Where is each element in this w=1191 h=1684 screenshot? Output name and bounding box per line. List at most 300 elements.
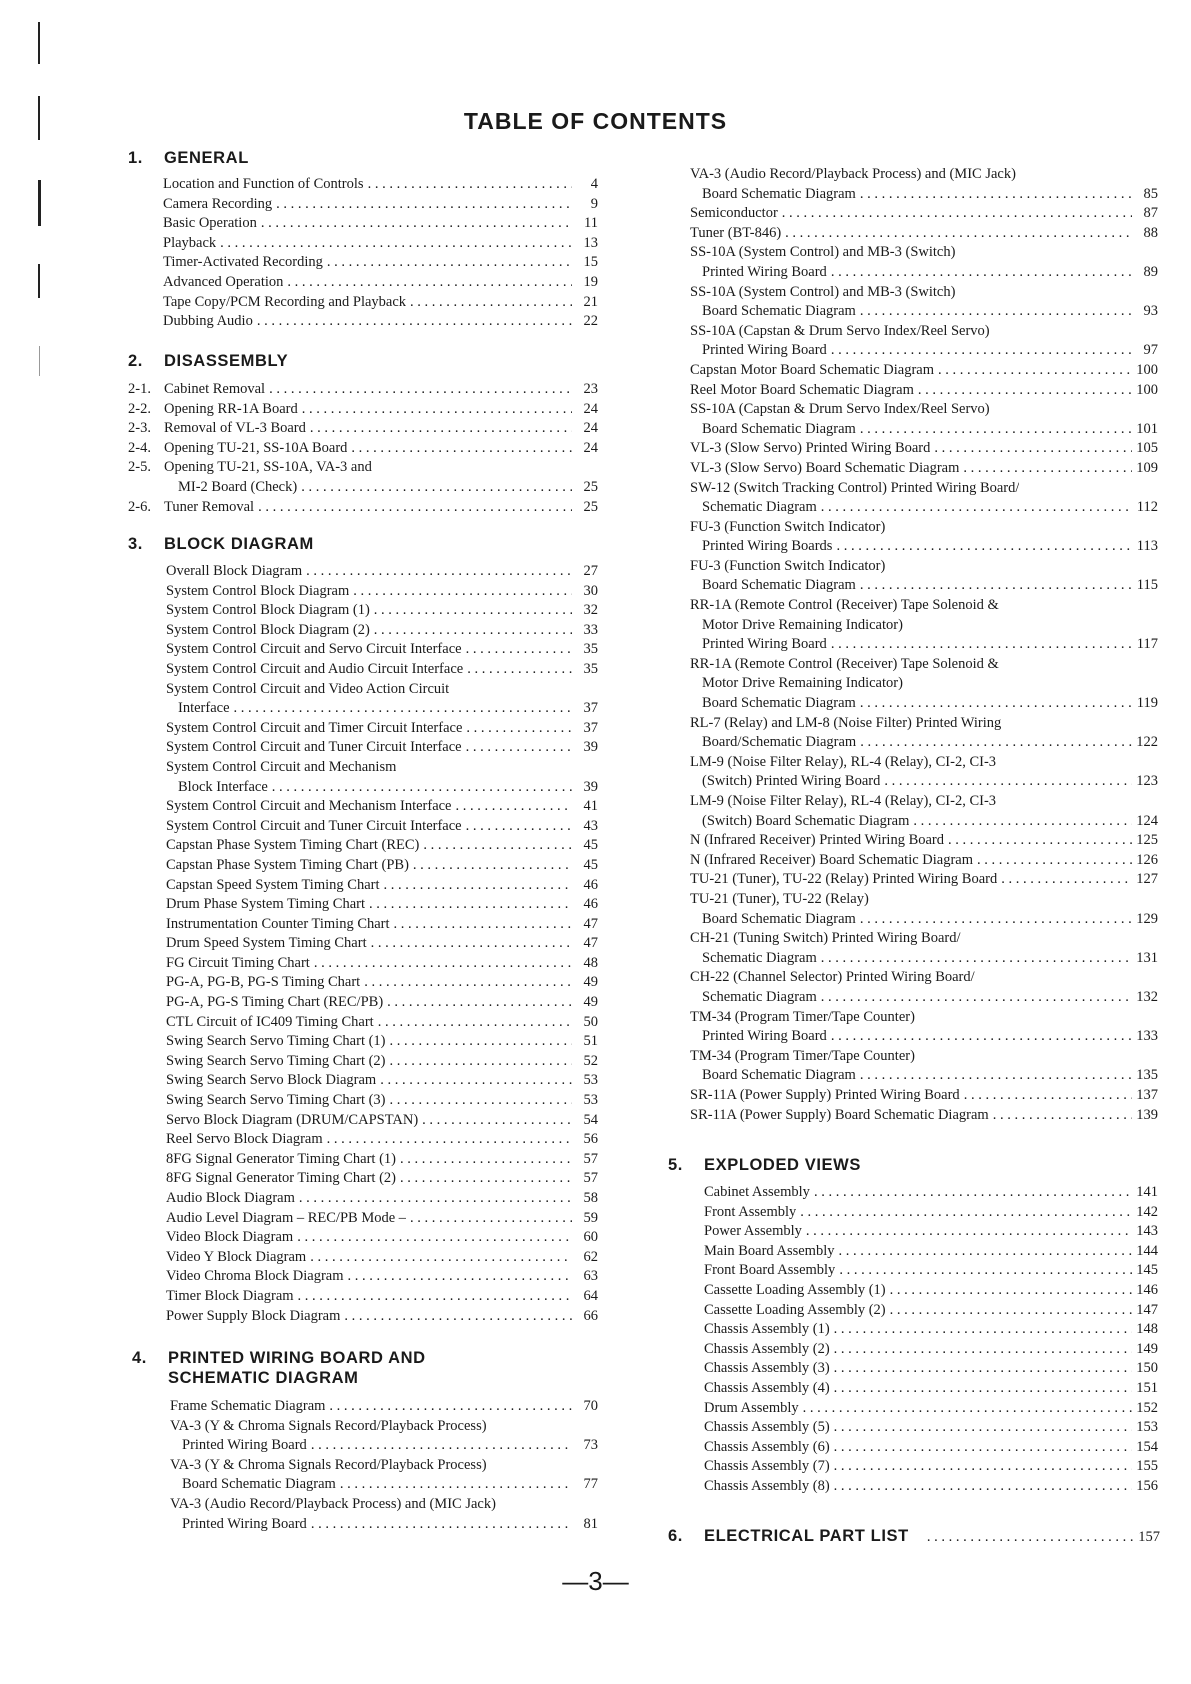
page-number: 47 (583, 915, 598, 932)
entry-title: Swing Search Servo Block Diagram (166, 1072, 377, 1089)
dot-leader (368, 175, 572, 195)
dot-leader (351, 439, 572, 459)
entry-title: 8FG Signal Generator Timing Chart (2) (166, 1170, 396, 1187)
page-number: 101 (1136, 420, 1158, 437)
page-number: 54 (583, 1111, 598, 1128)
page-number: 148 (1136, 1321, 1158, 1338)
toc-entry (170, 1495, 598, 1515)
dot-leader (344, 1307, 572, 1327)
toc-entry (166, 1267, 598, 1287)
pwb-continued-entries (690, 165, 1158, 1125)
toc-entry (704, 1183, 1158, 1203)
toc-entry (690, 518, 1158, 538)
dot-leader (890, 1281, 1132, 1301)
toc-entry (166, 1091, 598, 1111)
toc-entry (690, 302, 1158, 322)
entry-title: Reel Servo Block Diagram (166, 1131, 323, 1148)
toc-entry (690, 1047, 1158, 1067)
dot-leader (839, 1261, 1132, 1281)
page-number: 126 (1136, 851, 1158, 868)
entry-title: Capstan Phase System Timing Chart (REC) (166, 837, 420, 854)
page-number: 124 (1136, 812, 1158, 829)
entry-title: Chassis Assembly (2) (704, 1340, 830, 1357)
page-number: 143 (1136, 1223, 1158, 1240)
page-number: 53 (583, 1072, 598, 1089)
toc-entry (704, 1203, 1158, 1223)
page-footer: —3— (562, 1566, 629, 1596)
toc-entry (166, 758, 598, 778)
toc-entry (690, 185, 1158, 205)
toc-entry (166, 1209, 598, 1229)
page-number: 115 (1136, 577, 1158, 594)
entry-title: RR-1A (Remote Control (Receiver) Tape Solenoid & (690, 655, 999, 672)
page-number: 64 (583, 1287, 598, 1304)
toc-entry (128, 380, 598, 400)
entry-title: Location and Function of Controls (163, 176, 364, 192)
dot-leader (834, 1418, 1132, 1438)
page-number: 157 (1138, 1529, 1160, 1545)
entry-title: Board Schematic Diagram (702, 420, 856, 437)
toc-entry (704, 1359, 1158, 1379)
entry-title: LM-9 (Noise Filter Relay), RL-4 (Relay), CI-2, CI-3 (690, 753, 997, 770)
dot-leader (785, 224, 1132, 244)
page-number: 135 (1136, 1067, 1158, 1084)
dot-leader (423, 836, 572, 856)
toc-entry (166, 640, 598, 660)
page-number: 22 (583, 313, 598, 330)
page-number: 9 (590, 195, 598, 212)
toc-entry (128, 498, 598, 518)
toc-entry (166, 1228, 598, 1248)
entry-title: Drum Speed System Timing Chart (166, 935, 367, 952)
page-number: 32 (583, 602, 598, 619)
toc-entry (166, 1150, 598, 1170)
dot-leader (340, 1475, 572, 1495)
toc-entry (163, 234, 598, 254)
toc-entry (690, 1086, 1158, 1106)
toc-entry (166, 1052, 598, 1072)
disassembly-entries (128, 380, 598, 517)
entry-title: RR-1A (Remote Control (Receiver) Tape Solenoid & (690, 597, 999, 614)
scan-mark (38, 22, 40, 64)
toc-entry (166, 778, 598, 798)
dot-leader (831, 1027, 1132, 1047)
toc-entry (166, 660, 598, 680)
page-number: 105 (1136, 440, 1158, 457)
toc-entry (690, 224, 1158, 244)
toc-entry (170, 1515, 598, 1535)
section-number: 2. (128, 352, 143, 370)
toc-entry (690, 792, 1158, 812)
entry-title: System Control Block Diagram (2) (166, 621, 370, 638)
page-number: 129 (1136, 910, 1158, 927)
entry-title: Camera Recording (163, 195, 273, 212)
dot-leader (806, 1222, 1132, 1242)
dot-leader (410, 293, 572, 313)
toc-entry (170, 1475, 598, 1495)
toc-entry (170, 1456, 598, 1476)
scan-mark (39, 346, 40, 376)
page-number: 152 (1136, 1399, 1158, 1416)
entry-title: Tape Copy/PCM Recording and Playback (163, 293, 407, 310)
entry-title: (Switch) Board Schematic Diagram (702, 812, 910, 829)
toc-entry (690, 537, 1158, 557)
page-number: 150 (1136, 1360, 1158, 1377)
toc-entry (704, 1301, 1158, 1321)
dot-leader (860, 694, 1132, 714)
toc-entry (704, 1438, 1158, 1458)
toc-entry (690, 420, 1158, 440)
page-number: 70 (583, 1398, 598, 1414)
page-number: 125 (1136, 832, 1158, 849)
dot-leader (466, 719, 572, 739)
toc-entry (166, 954, 598, 974)
dot-leader (287, 273, 572, 293)
entry-title: Basic Operation (163, 215, 257, 232)
dot-leader (298, 1287, 572, 1307)
dot-leader (890, 1301, 1132, 1321)
entry-title: CH-21 (Tuning Switch) Printed Wiring Board/ (690, 930, 961, 947)
toc-entry (170, 1417, 598, 1437)
page-number: 93 (1143, 303, 1158, 320)
page-number: 25 (583, 478, 598, 495)
entry-title: Capstan Motor Board Schematic Diagram (690, 361, 935, 378)
toc-entry (166, 1169, 598, 1189)
entry-title: FU-3 (Function Switch Indicator) (690, 557, 886, 574)
entry-title: Printed Wiring Boards (702, 538, 833, 555)
dot-leader (834, 1359, 1132, 1379)
dot-leader (938, 361, 1132, 381)
entry-title: N (Infrared Receiver) Printed Wiring Board (690, 832, 945, 849)
dot-leader (297, 1228, 572, 1248)
toc-entry (166, 934, 598, 954)
toc-entry (704, 1477, 1158, 1497)
toc-entry (690, 753, 1158, 773)
scan-mark (38, 264, 40, 298)
dot-leader (913, 812, 1132, 832)
toc-entry (166, 856, 598, 876)
entry-title: System Control Circuit and Timer Circuit Interface (166, 719, 463, 736)
page-number: 73 (583, 1437, 598, 1454)
entry-title: 8FG Signal Generator Timing Chart (1) (166, 1150, 396, 1167)
entry-title: PG-A, PG-B, PG-S Timing Chart (166, 974, 361, 991)
page-number: 39 (583, 778, 598, 795)
dot-leader (834, 1320, 1132, 1340)
dot-leader (466, 738, 572, 758)
dot-leader (327, 1130, 572, 1150)
dot-leader (803, 1399, 1132, 1419)
entry-title: Printed Wiring Board (702, 636, 827, 653)
entry-title: Interface (178, 700, 230, 717)
entry-title: Swing Search Servo Timing Chart (3) (166, 1092, 386, 1109)
page-number: 15 (583, 254, 598, 271)
toc-entry (690, 361, 1158, 381)
entry-number: 2-6. (128, 498, 151, 515)
page-number: 48 (583, 954, 598, 971)
page-number: 53 (583, 1092, 598, 1109)
toc-entry (690, 988, 1158, 1008)
entry-title: SR-11A (Power Supply) Board Schematic Diagram (690, 1106, 989, 1123)
entry-title: Board Schematic Diagram (702, 695, 856, 712)
page-number: 147 (1136, 1301, 1158, 1318)
dot-leader (276, 195, 572, 215)
toc-entry (163, 293, 598, 313)
entry-title: Opening RR-1A Board (164, 400, 298, 417)
page-number: 39 (583, 739, 598, 756)
entry-title: Board Schematic Diagram (702, 1067, 856, 1084)
dot-leader (831, 635, 1132, 655)
page-number: 11 (584, 215, 598, 232)
dot-leader (821, 949, 1132, 969)
page-number: 58 (583, 1190, 598, 1206)
entry-title: Drum Assembly (704, 1399, 799, 1416)
dot-leader (384, 876, 573, 896)
page-number: 113 (1136, 538, 1158, 555)
dot-leader (860, 576, 1132, 596)
entry-title: VA-3 (Y & Chroma Signals Record/Playback Process) (170, 1417, 487, 1434)
entry-title: System Control Block Diagram (1) (166, 602, 370, 619)
page-number: 27 (583, 563, 598, 579)
toc-entry (704, 1222, 1158, 1242)
toc-entry (166, 915, 598, 935)
entry-title: SR-11A (Power Supply) Printed Wiring Board (690, 1086, 960, 1103)
entry-title: Swing Search Servo Timing Chart (2) (166, 1052, 386, 1069)
dot-leader (310, 419, 572, 439)
entry-title: SS-10A (System Control) and MB-3 (Switch) (690, 244, 956, 261)
entry-title: Servo Block Diagram (DRUM/CAPSTAN) (166, 1111, 419, 1128)
dot-leader (466, 640, 572, 660)
toc-entry (690, 949, 1158, 969)
page-number: 119 (1136, 695, 1158, 712)
toc-entry (690, 1008, 1158, 1028)
page-number: 30 (583, 582, 598, 599)
toc-entry (128, 400, 598, 420)
section-title: DISASSEMBLY (164, 352, 289, 370)
toc-entry (166, 719, 598, 739)
toc-entry (690, 910, 1158, 930)
entry-title: Timer-Activated Recording (163, 254, 323, 271)
toc-entry (704, 1320, 1158, 1340)
entry-number: 2-5. (128, 459, 151, 476)
toc-entry (690, 812, 1158, 832)
toc-entry (166, 895, 598, 915)
entry-title: RL-7 (Relay) and LM-8 (Noise Filter) Printed Wiring (690, 714, 1002, 731)
dot-leader (311, 1515, 572, 1535)
toc-entry (166, 1130, 598, 1150)
section-heading-electrical (668, 1527, 1160, 1546)
page-number: 50 (583, 1013, 598, 1030)
page-number: 63 (583, 1268, 598, 1285)
dot-leader (348, 1267, 572, 1287)
dot-leader (467, 660, 572, 680)
entry-title: Main Board Assembly (704, 1242, 835, 1259)
page-number: 46 (583, 896, 598, 913)
toc-entry (166, 1013, 598, 1033)
section-title-line1: PRINTED WIRING BOARD AND (168, 1349, 426, 1367)
section-title: ELECTRICAL PART LIST (704, 1527, 909, 1545)
entry-title: System Control Circuit and Audio Circuit Interface (166, 660, 464, 677)
dot-leader (327, 253, 572, 273)
page-number: 4 (590, 176, 598, 192)
toc-entry (690, 1027, 1158, 1047)
section-heading-general (128, 148, 598, 168)
dot-leader (831, 263, 1132, 283)
toc-entry (690, 479, 1158, 499)
entry-title: FU-3 (Function Switch Indicator) (690, 518, 886, 535)
page-number: 13 (583, 234, 598, 251)
dot-leader (963, 459, 1132, 479)
page-number: 122 (1136, 734, 1158, 751)
entry-title: Cabinet Removal (164, 381, 266, 397)
dot-leader (977, 851, 1132, 871)
toc-entry (704, 1399, 1158, 1419)
page-number: 33 (583, 621, 598, 638)
dot-leader (314, 954, 572, 974)
entry-title: Board Schematic Diagram (702, 577, 856, 594)
section-title: EXPLODED VIEWS (704, 1156, 861, 1174)
toc-entry (690, 459, 1158, 479)
dot-leader (821, 498, 1132, 518)
toc-entry (163, 253, 598, 273)
toc-entry (690, 596, 1158, 616)
toc-entry (690, 283, 1158, 303)
entry-title: Advanced Operation (163, 273, 284, 290)
page-number: 149 (1136, 1340, 1158, 1357)
dot-leader (261, 214, 572, 234)
page-number: 153 (1136, 1419, 1158, 1436)
toc-entry (704, 1379, 1158, 1399)
toc-entry (690, 341, 1158, 361)
toc-entry (166, 797, 598, 817)
entry-title: Chassis Assembly (5) (704, 1419, 830, 1436)
page-number: 81 (583, 1515, 598, 1532)
entry-title: MI-2 Board (Check) (178, 478, 298, 495)
entry-title: VL-3 (Slow Servo) Printed Wiring Board (690, 440, 931, 457)
entry-title: SS-10A (Capstan & Drum Servo Index/Reel Servo) (690, 401, 990, 418)
toc-entry (166, 582, 598, 602)
page-number: 57 (583, 1170, 598, 1187)
page-number: 60 (583, 1229, 598, 1246)
dot-leader (821, 988, 1132, 1008)
entry-title: Printed Wiring Board (702, 1028, 827, 1045)
page-number: 142 (1136, 1203, 1158, 1220)
toc-entry (166, 817, 598, 837)
page-number: 41 (583, 798, 598, 815)
toc-entry (690, 694, 1158, 714)
page-number: 151 (1136, 1379, 1158, 1396)
entry-title: Printed Wiring Board (182, 1437, 307, 1454)
dot-leader (831, 341, 1132, 361)
dot-leader (378, 1013, 572, 1033)
entry-title: Motor Drive Remaining Indicator) (702, 675, 903, 692)
dot-leader (834, 1438, 1132, 1458)
entry-title: Reel Motor Board Schematic Diagram (690, 381, 914, 398)
toc-entry (690, 498, 1158, 518)
dot-leader (834, 1340, 1132, 1360)
page-number: 155 (1136, 1458, 1158, 1475)
toc-entry (166, 1307, 598, 1327)
entry-title: Video Chroma Block Diagram (166, 1268, 344, 1285)
entry-title: System Control Circuit and Mechanism (166, 758, 397, 775)
page-number: 87 (1143, 205, 1158, 222)
entry-title: FG Circuit Timing Chart (166, 954, 310, 971)
entry-title: SS-10A (System Control) and MB-3 (Switch) (690, 283, 956, 300)
dot-leader (371, 934, 572, 954)
section-heading-block (128, 534, 598, 554)
section-heading-pwb (132, 1348, 598, 1388)
page-number: 77 (583, 1476, 598, 1493)
dot-leader (380, 1071, 572, 1091)
entry-title: Cassette Loading Assembly (1) (704, 1281, 886, 1298)
dot-leader (918, 381, 1132, 401)
page-number: 127 (1136, 871, 1158, 888)
entry-title: Capstan Phase System Timing Chart (PB) (166, 856, 409, 873)
entry-title: Printed Wiring Board (182, 1515, 307, 1532)
dot-leader (860, 185, 1132, 205)
entry-title: Chassis Assembly (3) (704, 1360, 830, 1377)
toc-entry (690, 968, 1158, 988)
toc-entry (704, 1418, 1158, 1438)
dot-leader (299, 1189, 572, 1209)
entry-title: System Control Circuit and Mechanism Interface (166, 798, 452, 815)
toc-entry (690, 322, 1158, 342)
toc-entry (690, 243, 1158, 263)
page-number: 23 (583, 381, 598, 397)
toc-entry (690, 1106, 1158, 1126)
section-number: 4. (132, 1349, 147, 1367)
entry-title: Overall Block Diagram (166, 563, 303, 579)
entry-title: Power Supply Block Diagram (166, 1307, 341, 1324)
toc-entry (166, 836, 598, 856)
entry-title: System Control Circuit and Video Action Circuit (166, 680, 450, 697)
page-number: 133 (1136, 1028, 1158, 1045)
page-number: 89 (1143, 263, 1158, 280)
toc-entry (690, 1066, 1158, 1086)
page-number: 59 (583, 1209, 598, 1226)
page-number: 35 (583, 641, 598, 658)
page-number: 131 (1136, 949, 1158, 966)
dot-leader (410, 1209, 572, 1229)
page-number: 45 (583, 856, 598, 873)
entry-title: System Control Circuit and Servo Circuit Interface (166, 641, 462, 658)
dot-leader (301, 478, 572, 498)
toc-entry (704, 1281, 1158, 1301)
toc-entry (166, 876, 598, 896)
entry-title: Cabinet Assembly (704, 1184, 810, 1200)
page-number: 88 (1143, 224, 1158, 241)
entry-title: Printed Wiring Board (702, 263, 827, 280)
dot-leader (466, 817, 572, 837)
pwb-entries (170, 1397, 598, 1534)
entry-title: Tuner Removal (164, 498, 255, 515)
entry-title: Drum Phase System Timing Chart (166, 896, 365, 913)
toc-entry (690, 733, 1158, 753)
dot-leader (390, 1091, 572, 1111)
dot-leader (413, 856, 572, 876)
page-number: 137 (1136, 1086, 1158, 1103)
block-entries (166, 562, 598, 1326)
page-number: 45 (583, 837, 598, 854)
toc-entry (690, 674, 1158, 694)
entry-number: 2-1. (128, 381, 151, 397)
toc-entry (128, 419, 598, 439)
entry-title: Chassis Assembly (8) (704, 1477, 830, 1494)
toc-entry (690, 655, 1158, 675)
dot-leader (302, 400, 572, 420)
dot-leader (390, 1032, 572, 1052)
dot-leader (310, 1248, 572, 1268)
entry-title: Power Assembly (704, 1223, 802, 1240)
